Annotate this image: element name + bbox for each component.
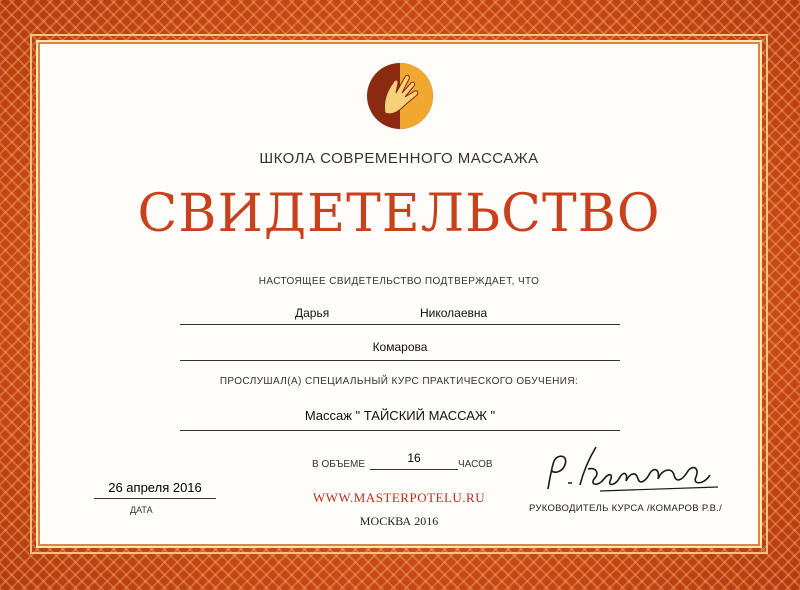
- hours-label: ЧАСОВ: [458, 459, 493, 470]
- hours-value: 16: [370, 451, 458, 470]
- school-name: ШКОЛА СОВРЕМЕННОГО МАССАЖА: [259, 150, 539, 167]
- date-label: ДАТА: [130, 505, 153, 515]
- hand-logo-icon: [365, 61, 435, 131]
- surname: Комарова: [180, 340, 620, 361]
- patronymic: Николаевна: [420, 306, 488, 320]
- first-name: Дарья: [295, 306, 330, 320]
- certificate-body: [40, 44, 758, 544]
- issue-date: 26 апреля 2016: [94, 480, 216, 499]
- completed-text: ПРОСЛУШАЛ(А) СПЕЦИАЛЬНЫЙ КУРС ПРАКТИЧЕСКОГО ОБУЧЕНИЯ:: [219, 376, 579, 387]
- confirms-text: НАСТОЯЩЕЕ СВИДЕТЕЛЬСТВО ПОДТВЕРЖДАЕТ, ЧТО: [258, 276, 540, 287]
- name-line: [180, 304, 620, 325]
- volume-label: В ОБЪЕМЕ: [312, 459, 366, 470]
- certificate-title: СВИДЕТЕЛЬСТВО: [137, 184, 661, 244]
- course-name: Массаж " ТАЙСКИЙ МАССАЖ ": [180, 408, 620, 431]
- course-director-label: РУКОВОДИТЕЛЬ КУРСА /КОМАРОВ Р.В./: [529, 503, 723, 514]
- city-year: МОСКВА 2016: [359, 514, 439, 528]
- director-signature: [540, 439, 730, 499]
- website-link: WWW.MASTERPOTELU.RU: [312, 490, 486, 505]
